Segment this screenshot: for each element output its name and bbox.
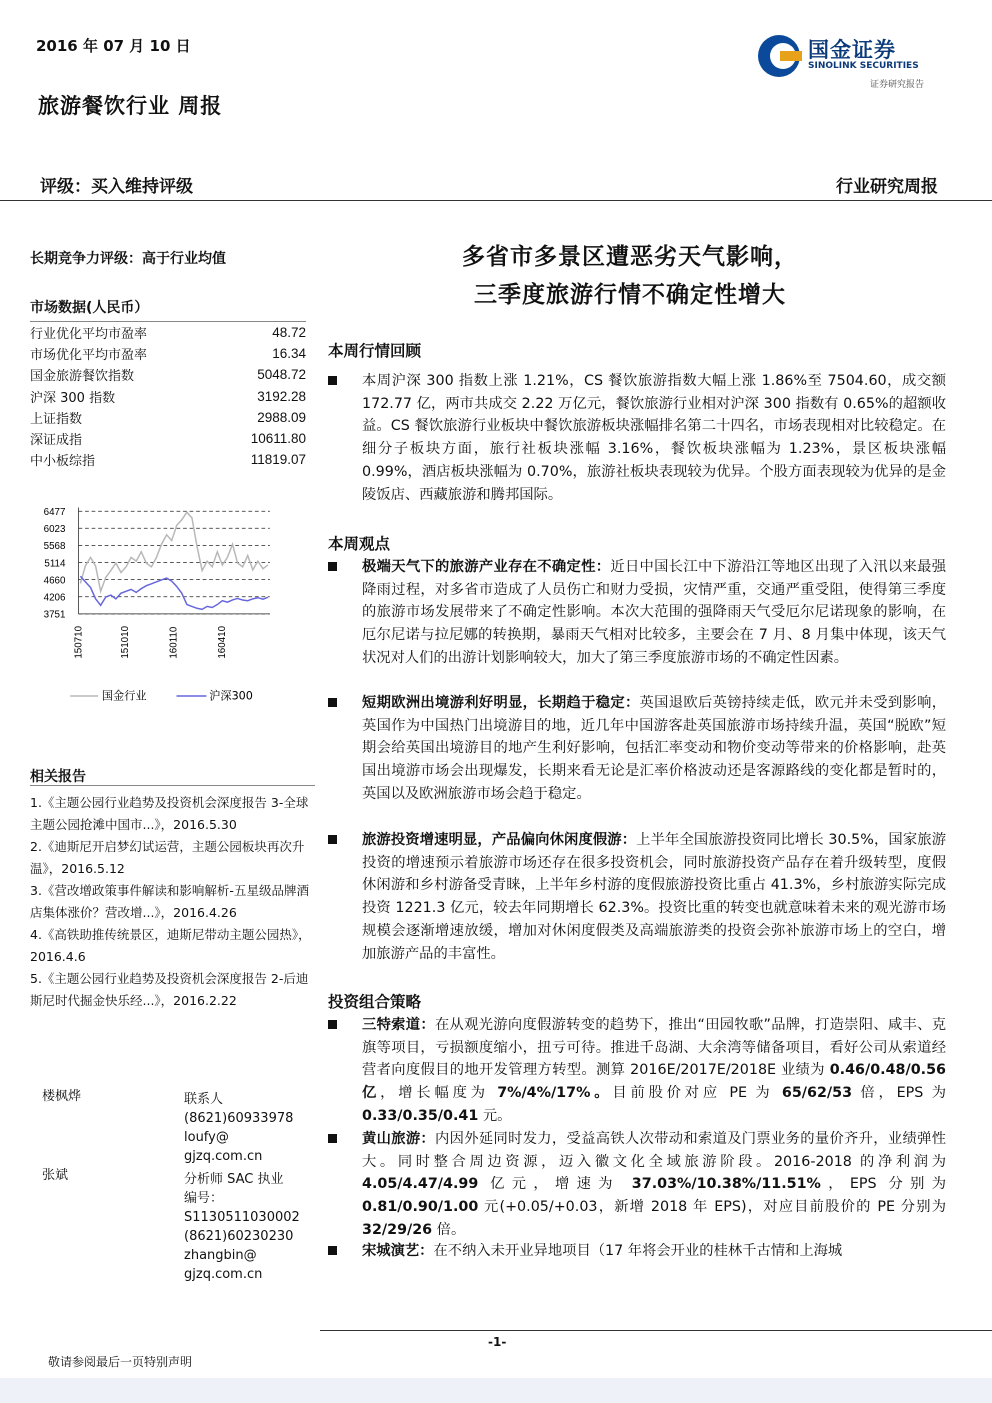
brand-subtitle: 证券研究报告 xyxy=(870,80,925,90)
x-tick-label: 151010 xyxy=(120,625,131,659)
x-tick-label: 160410 xyxy=(217,625,229,659)
related-reports-title: 相关报告 xyxy=(30,769,86,785)
y-tick-label: 6023 xyxy=(43,524,66,536)
review-paragraph: 本周沪深 300 指数上涨 1.21%，CS 餐饮旅游指数大幅上涨 1.86%至 7504.60，成交额 172.77 亿，两市共成交 2.22 万亿元，餐饮旅游行业相对沪深 300 指数有 0.65%的超额收益。CS 餐饮旅游行业板块中餐饮旅游板块涨幅排名第二十四名，市场表现相对比较稳定。在细分子板块方面，旅行社板块涨幅 3.16%，餐饮板块涨幅为 1.23%，景区板块涨幅 0.99%，酒店板块涨幅为 0.70%，旅游社板块表现较为优异。个股方面表现较为优异的是金陵饭店、西藏旅游和腾邦国际。 xyxy=(328,370,946,506)
related-report-item[interactable]: 5.《主题公园行业趋势及投资机会深度报告 2-后迪斯尼时代掘金快乐经...》，2016.2.22 xyxy=(30,971,309,1008)
market-row: 中小板综指 11819.07 xyxy=(30,452,306,470)
market-data-table xyxy=(30,321,306,470)
section-portfolio-strategy: 投资组合策略 xyxy=(328,993,422,1011)
legend-label: 沪深300 xyxy=(209,689,253,703)
stock-paragraph: 宋城演艺：在不纳入未开业异地项目（17 年将会开业的桂林千古情和上海城 xyxy=(328,1240,946,1263)
report-type: 行业研究周报 xyxy=(836,177,938,197)
related-report-item[interactable]: 1.《主题公园行业趋势及投资机会深度报告 3-全球主题公园抢滩中国市...》，2016.5.30 xyxy=(30,795,309,832)
disclaimer: 敬请参阅最后一页特别声明 xyxy=(48,1355,193,1369)
related-report-item[interactable]: 3.《营改增政策事件解读和影响解析-五星级品牌酒店集体涨价？营改增...》，2016.4.26 xyxy=(30,883,309,920)
view-paragraph: 短期欧洲出境游利好明显，长期趋于稳定：英国退欧后英镑持续走低，欧元并未受到影响，英国作为中国热门出境游目的地，近几年中国游客赴英国旅游市场持续升温，英国“脱欧”短期会给英国出境游目的地产生利好影响，包括汇率变动和物价变动等带来的价格影响，赴英国出境游市场会出现爆发，长期来看无论是汇率价格波动还是客源路线的变化都是暂时的，英国以及欧洲旅游市场会趋于稳定。 xyxy=(328,692,946,806)
stock-paragraph: 黄山旅游：内因外延同时发力，受益高铁人次带动和索道及门票业务的量价齐升，业绩弹性大。同时整合周边资源，迈入徽文化全域旅游阶段。2016-2018 的净利润为 4.05/4.47/4.99 亿元，增速为 37.03%/10.38%/11.51%，EPS 分别为 0.81/0.90/1.00 元(+0.05/+0.03，新增 2018 年 EPS)，对应目前股价的 PE 分别为 32/29/26 倍。 xyxy=(328,1128,946,1242)
rating-label: 评级：买入维持评级 xyxy=(40,177,193,197)
x-tick-label: 150710 xyxy=(73,625,85,659)
analyst-name: 楼枫烨 xyxy=(42,1089,82,1104)
view-paragraph: 旅游投资增速明显，产品偏向休闲度假游：上半年全国旅游投资同比增长 30.5%，国家旅游投资的增速预示着旅游市场还存在很多投资机会，同时旅游投资产品存在着升级转型，度假休闲游和乡村游备受青睐，上半年乡村游的度假旅游投资比重占 41.3%，乡村旅游实际完成投资 1221.3 亿元，较去年同期增长 62.3%。投资比重的转变也就意味着未来的观光游市场规模会逐渐增速放缓，增加对休闲度假类及高端旅游类的投资会弥补旅游市场上的空白，增加旅游产品的丰富性。 xyxy=(328,829,946,965)
y-tick-label: 6477 xyxy=(43,506,66,518)
y-tick-label: 5568 xyxy=(43,541,66,553)
related-divider xyxy=(30,785,315,786)
index-chart xyxy=(28,500,284,710)
sinolink-logo-icon xyxy=(756,33,802,79)
legend-label: 国金行业 xyxy=(101,689,147,703)
section-weekly-review: 本周行情回顾 xyxy=(328,342,422,360)
market-row: 沪深 300 指数 3192.28 xyxy=(30,388,306,406)
analyst-contact: 分析师 SAC 执业 编号： S1130511030002 (8621)60230230 zhangbin@ gjzq.com.cn xyxy=(184,1172,300,1282)
y-tick-label: 5114 xyxy=(44,558,66,570)
market-row: 行业优化平均市盈率 48.72 xyxy=(30,325,306,343)
related-reports-list xyxy=(30,792,318,1012)
analyst-name: 张斌 xyxy=(42,1168,69,1183)
view-paragraph: 极端天气下的旅游产业存在不确定性：近日中国长江中下游沿江等地区出现了入汛以来最强降雨过程，对多省市造成了人员伤亡和财力受损，灾情严重，交通严重受阻，使得第三季度的旅游市场发展带来了不确定性影响。本次大范围的强降雨天气受厄尔尼诺现象的影响，在厄尔尼诺与拉尼娜的转换期，暴雨天气相对比较多，主要会在 7 月、8 月集中体现，该天气状况对人们的出游计划影响较大，加大了第三季度旅游市场的不确定性因素。 xyxy=(328,556,946,670)
market-row: 市场优化平均市盈率 16.34 xyxy=(30,346,306,364)
page-number: -1- xyxy=(488,1335,507,1349)
related-report-item[interactable]: 4.《高铁助推传统景区，迪斯尼带动主题公园热》，2016.4.6 xyxy=(30,927,311,964)
series-line-sector xyxy=(80,512,268,591)
y-tick-label: 4206 xyxy=(43,592,66,604)
x-tick-label: 160110 xyxy=(168,626,180,659)
brand-name-en: SINOLINK SECURITIES xyxy=(808,61,919,71)
long-term-rating: 长期竞争力评级：高于行业均值 xyxy=(30,251,226,267)
related-report-item[interactable]: 2.《迪斯尼开启梦幻试运营，主题公园板块再次升温》，2016.5.12 xyxy=(30,839,305,876)
section-weekly-view: 本周观点 xyxy=(328,535,391,553)
market-row: 上证指数 2988.09 xyxy=(30,409,306,427)
report-title: 多省市多景区遭恶劣天气影响， 三季度旅游行情不确定性增大 xyxy=(462,244,798,308)
y-tick-label: 4660 xyxy=(43,575,66,587)
report-date: 2016 年 07 月 10 日 xyxy=(36,37,191,55)
brand-name: 国金证券 xyxy=(808,38,896,62)
footer-divider xyxy=(320,1330,992,1331)
header-divider xyxy=(0,200,992,201)
industry-title: 旅游餐饮行业 周报 xyxy=(38,94,223,118)
market-data-title: 市场数据(人民币） xyxy=(30,300,149,316)
market-row: 深证成指 10611.80 xyxy=(30,431,306,449)
market-row: 国金旅游餐饮指数 5048.72 xyxy=(30,367,306,385)
footer-bar xyxy=(0,1378,992,1403)
stock-paragraph: 三特索道：在从观光游向度假游转变的趋势下，推出“田园牧歌”品牌，打造崇阳、咸丰、克旗等项目，亏损额度缩小，扭亏可待。推进千岛湖、大余湾等储备项目，看好公司从索道经营者向度假目的地开发管理方转型。测算 2016E/2017E/2018E 业绩为 0.46/0.48/0.56 亿，增长幅度为 7%/4%/17%。目前股价对应 PE 为 65/62/53 倍，EPS 为 0.33/0.35/0.41 元。 xyxy=(328,1014,946,1128)
series-line-hs300 xyxy=(80,576,268,609)
y-tick-label: 3751 xyxy=(43,609,66,621)
analyst-contact: 联系人 (8621)60933978 loufy@ gjzq.com.cn xyxy=(184,1092,294,1164)
